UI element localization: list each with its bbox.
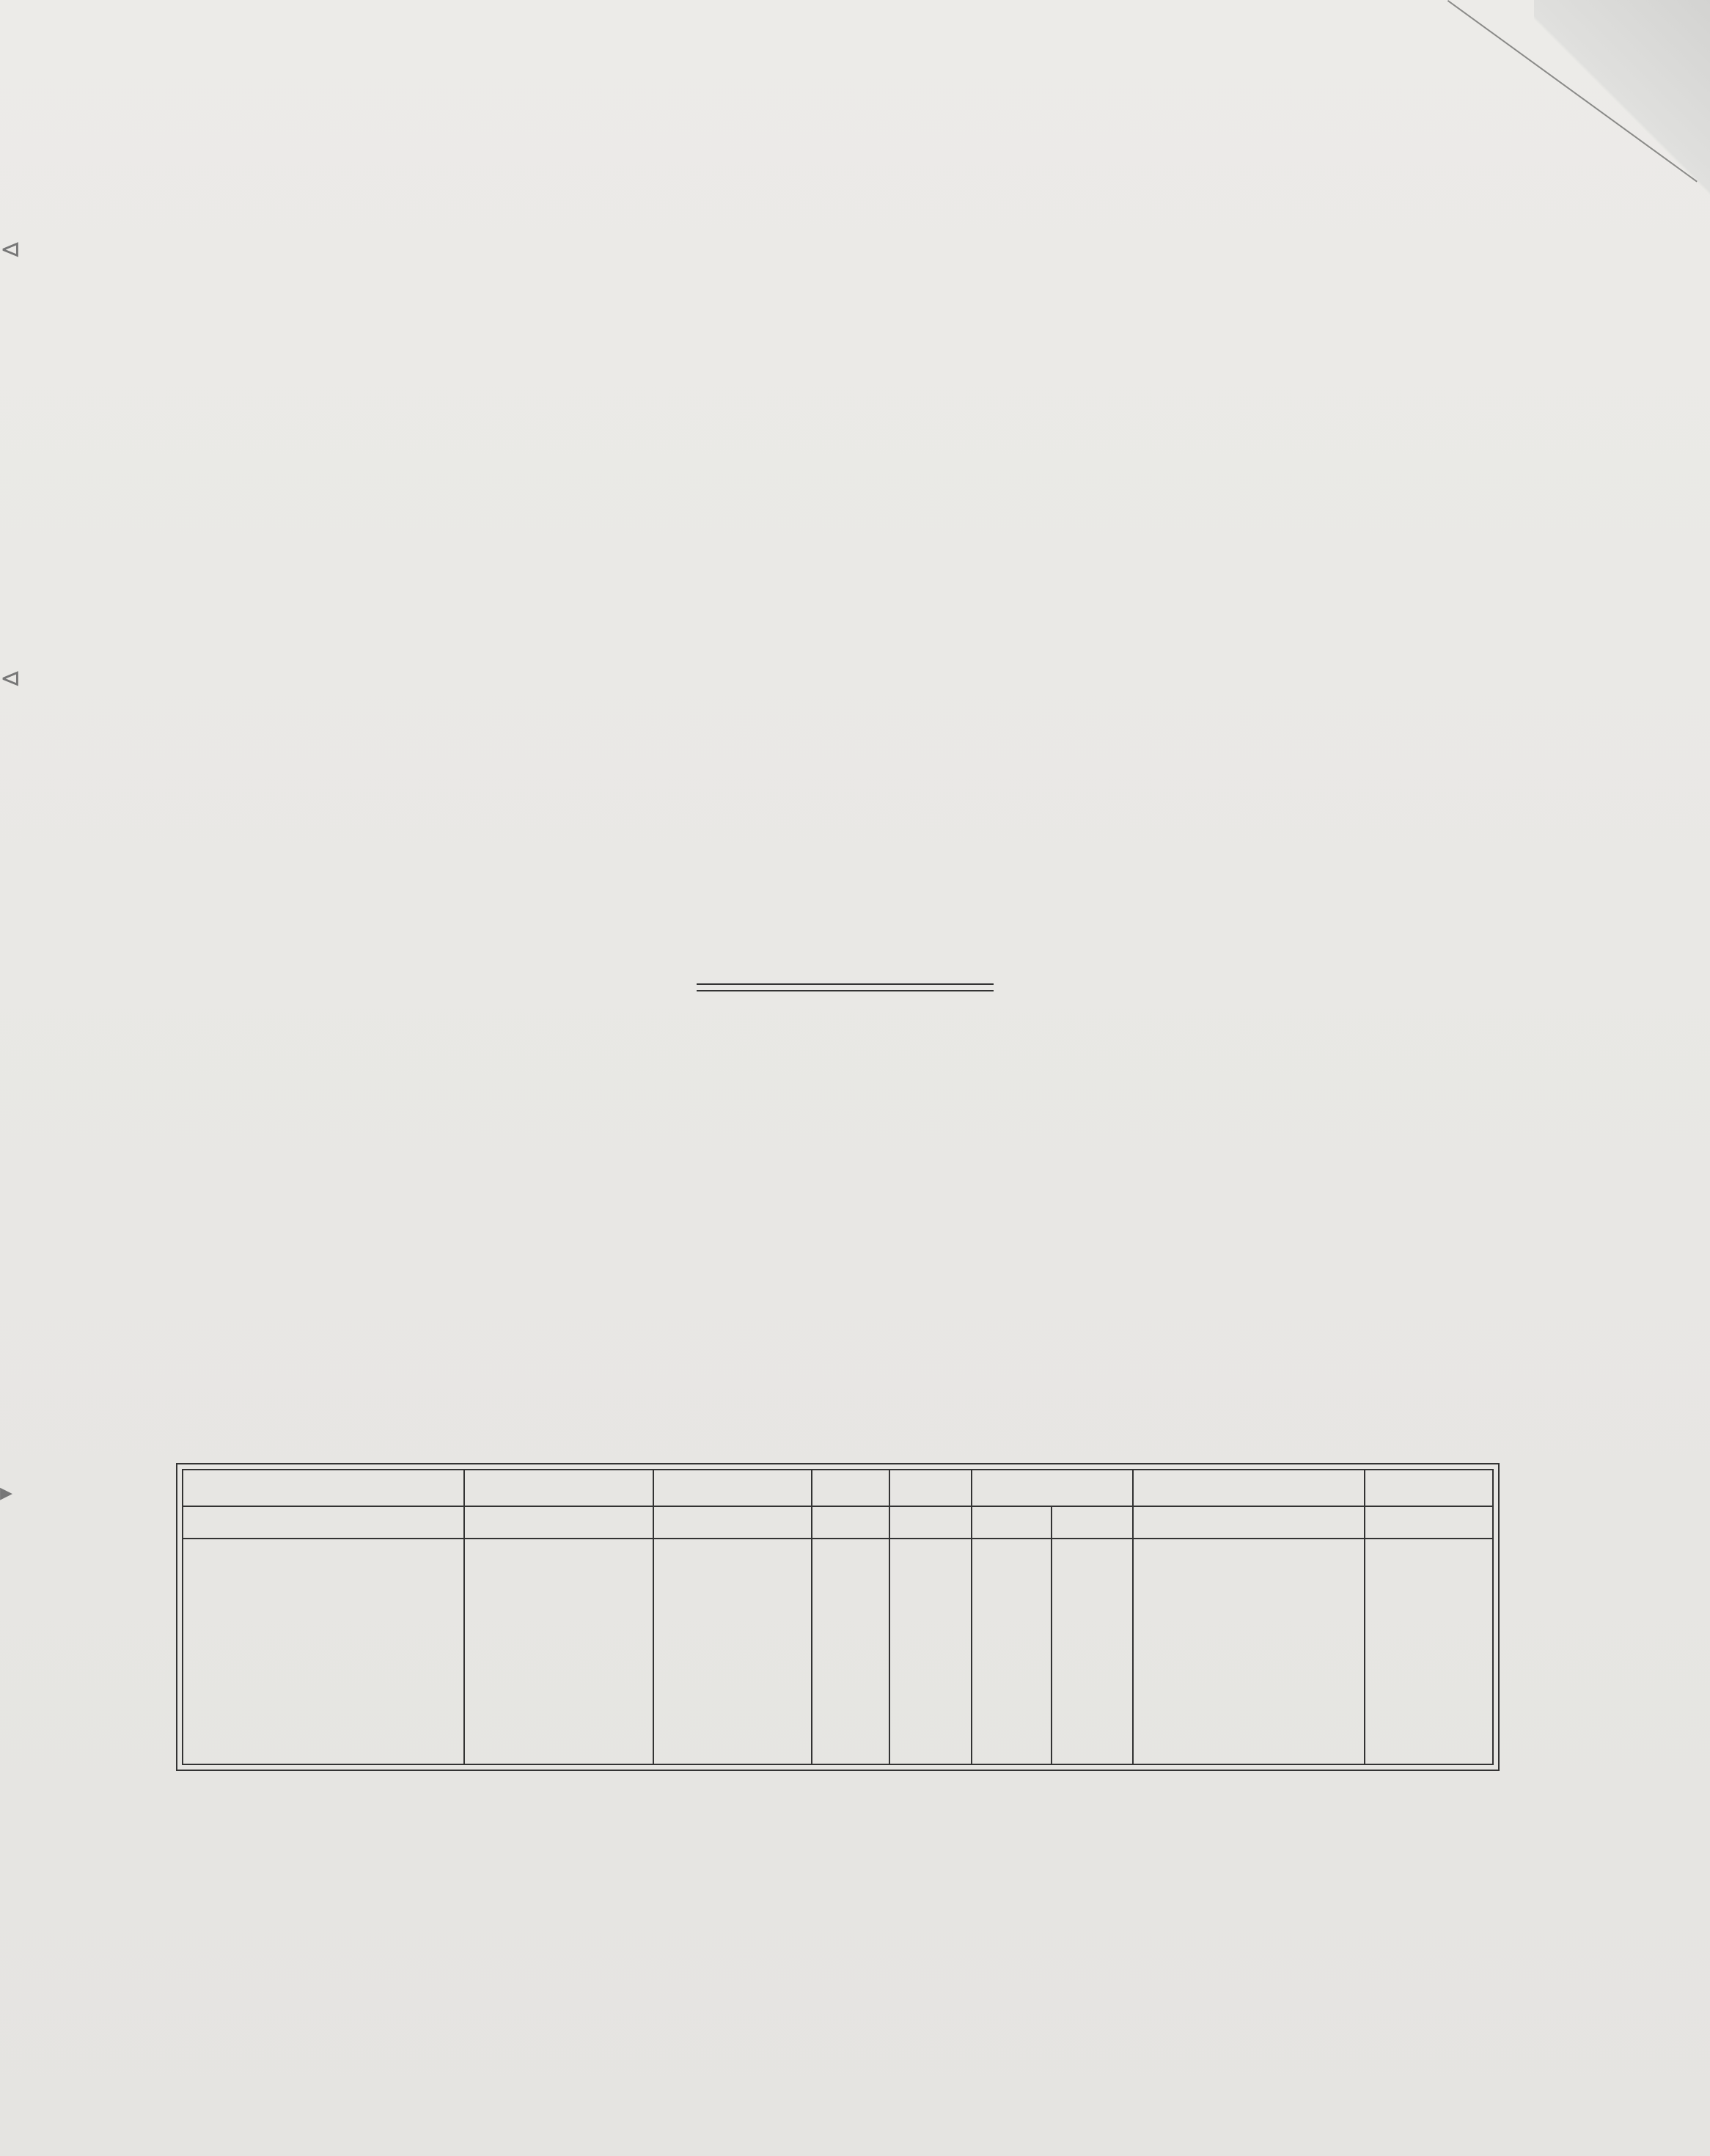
unit-prima (1052, 1506, 1133, 1539)
header-studienfach (1133, 1470, 1365, 1506)
unit-alter (889, 1506, 972, 1539)
section-divider (697, 983, 994, 991)
header-universitaet (1365, 1470, 1492, 1506)
abiturienten-table-grid (183, 1470, 1492, 1764)
unit-gymn (972, 1506, 1052, 1539)
abiturienten-table (176, 1463, 1500, 1771)
header-confession (812, 1470, 889, 1506)
header-alter (889, 1470, 972, 1506)
page-corner-fold (1534, 0, 1710, 249)
header-wohnort (653, 1470, 812, 1506)
binding-mark-icon: ⊲ (0, 664, 21, 693)
binding-mark-icon: ▸ (0, 1478, 13, 1507)
binding-mark-icon: ⊲ (0, 235, 21, 264)
header-geburtsort (464, 1470, 653, 1506)
header-namen (183, 1470, 464, 1506)
header-aufenthalt (972, 1470, 1133, 1506)
